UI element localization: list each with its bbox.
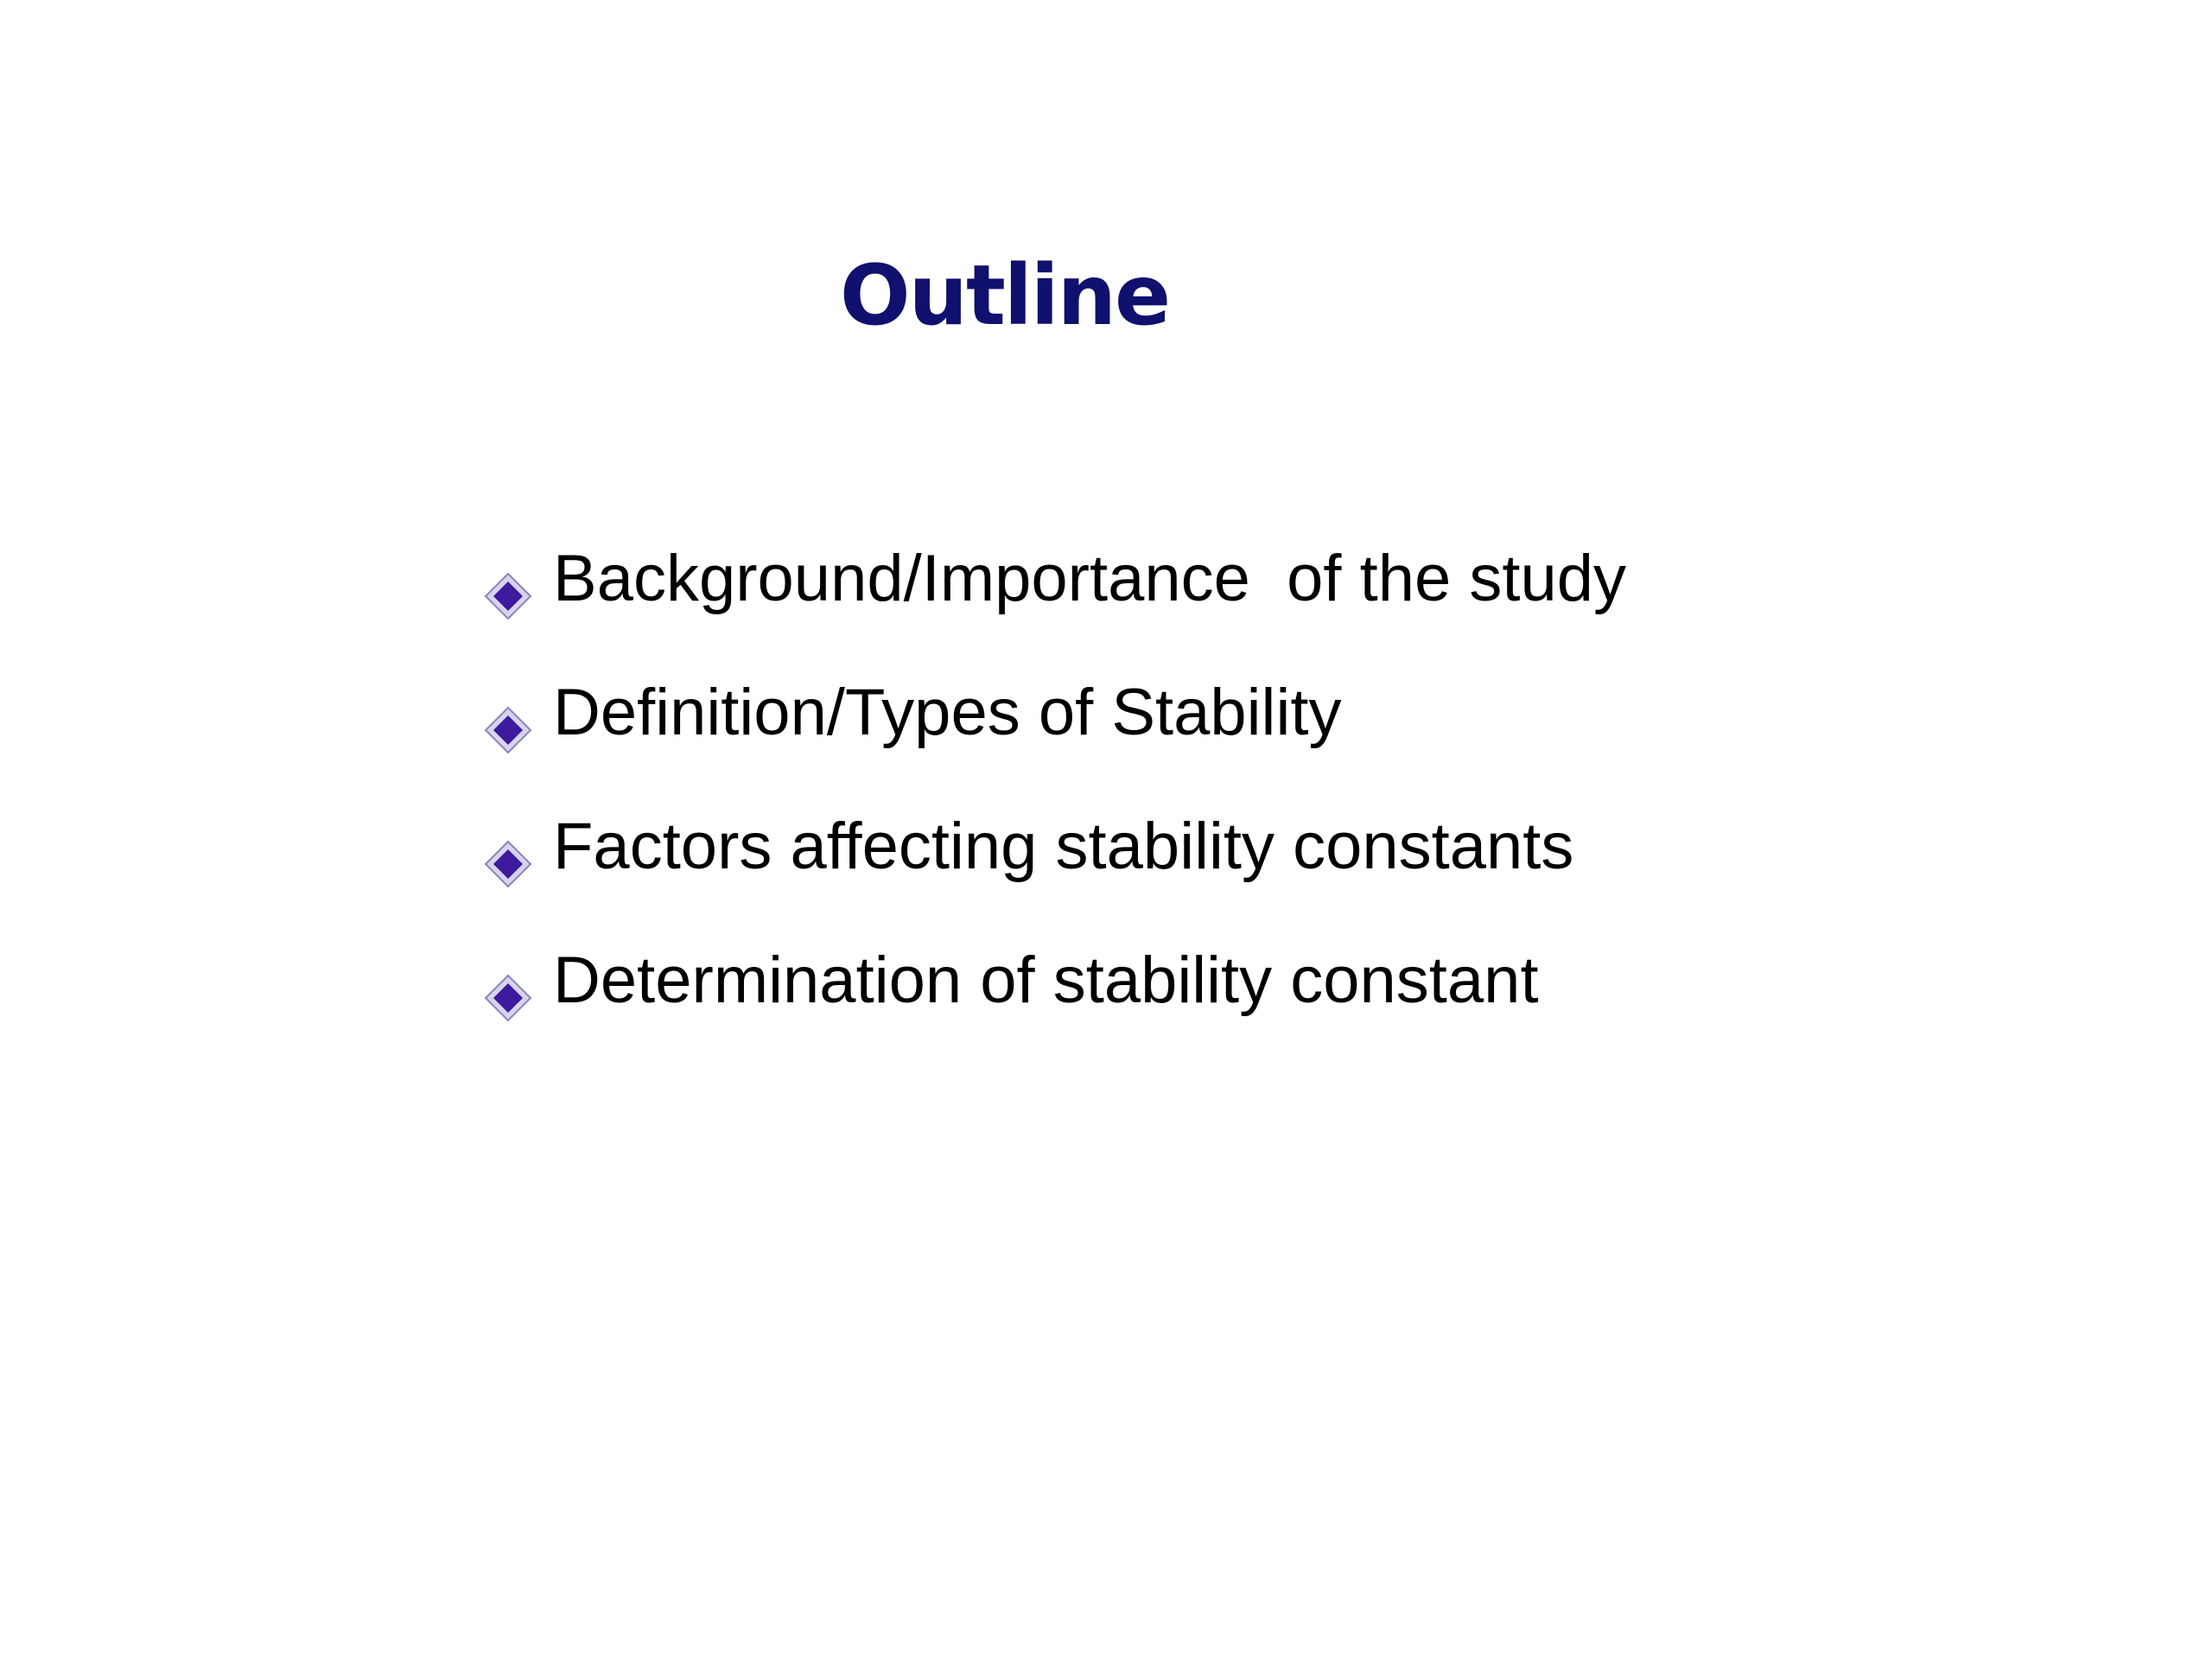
diamond-bullet-icon (484, 706, 532, 754)
diamond-bullet-icon (484, 572, 532, 620)
diamond-bullet-icon (484, 974, 532, 1022)
bullet-text: Determination of stability constant (553, 944, 1539, 1017)
diamond-bullet-icon (484, 840, 532, 888)
slide-title: Outline (840, 247, 1170, 344)
bullet-text: Definition/Types of Stability (553, 676, 1342, 749)
bullet-text: Background/Importance of the study (553, 542, 1627, 615)
bullet-text: Factors affecting stability constants (553, 810, 1574, 883)
